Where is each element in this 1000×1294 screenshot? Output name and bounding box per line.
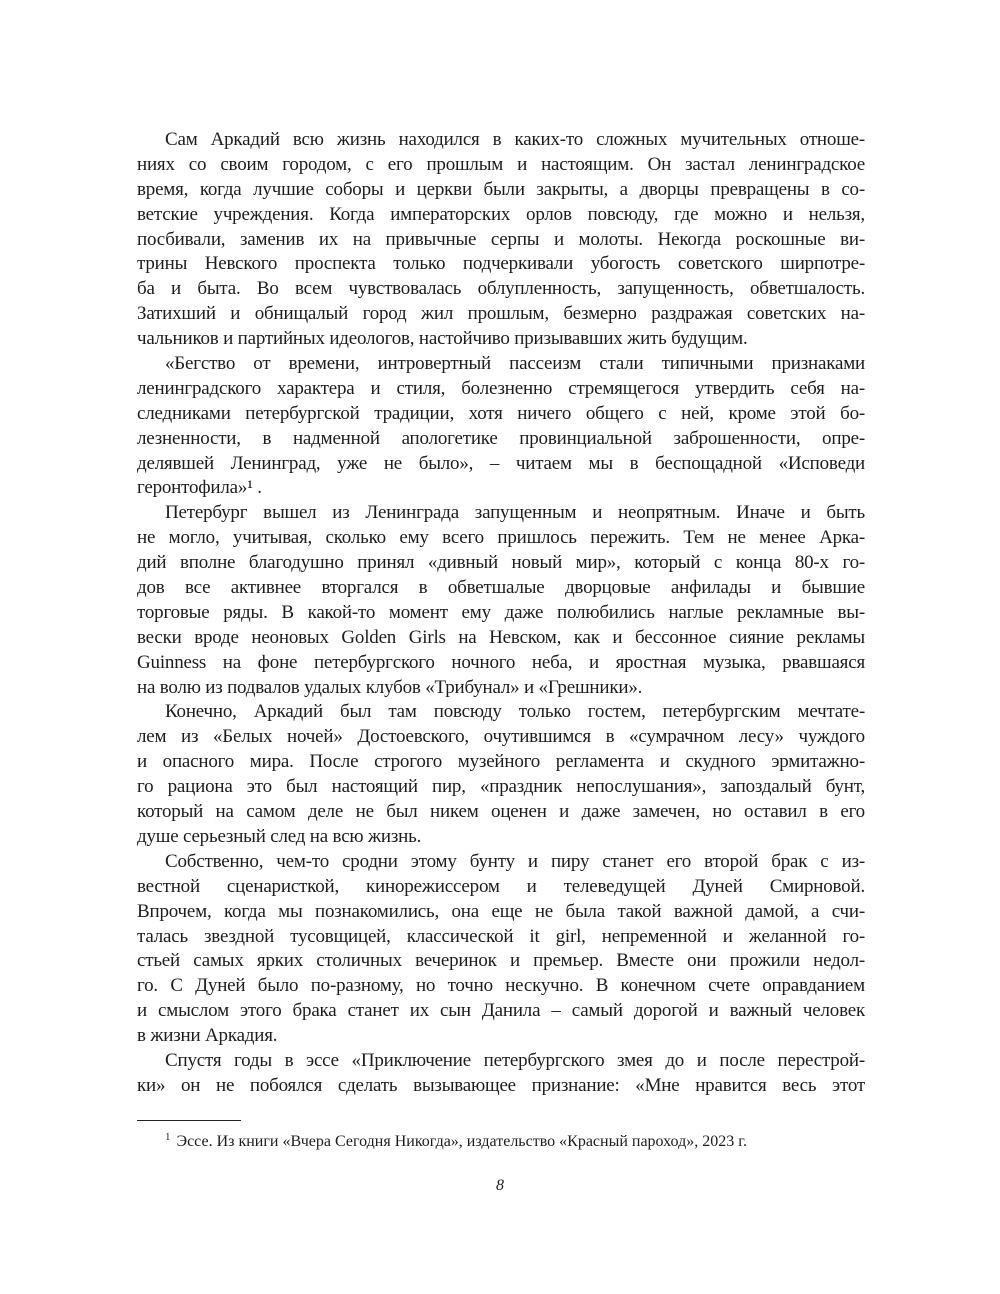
text-line: Впрочем, когда мы познакомились, она еще не была такой важной дамой, а счи- [137,900,865,922]
text-line: чальников и партийных идеологов, настойчиво призывавших жить будущим. [137,328,748,350]
text-line: который на самом деле не был никем оценен и даже замечен, но оставил в его [137,801,865,823]
body-text [137,128,865,1099]
footnote-divider [137,1120,241,1121]
text-line: го рациона это был настоящий пир, «праздник непослушания», запоздалый бунт, [137,776,865,798]
text-line: «Бегство от времени, интровертный пассеизм стали типичными признаками [165,353,865,375]
text-line: Конечно, Аркадий был там повсюду только гостем, петербургским мечтате- [165,701,865,723]
text-line: и опасного мира. После строгого музейного регламента и скудного эрмитажно- [137,751,865,773]
text-line: стьей самых ярких столичных вечеринок и премьер. Вместе они прожили недол- [137,950,865,972]
text-line: лем из «Белых ночей» Достоевского, очутившимся в «сумрачном лесу» чуждого [137,726,865,748]
paragraph [137,700,865,849]
text-line: и смыслом этого брака станет их сын Данила – самый дорогой и важный человек [137,1000,865,1022]
text-line: ленинградского характера и стиля, болезненно стремящегося утвердить себя на- [137,377,865,399]
paragraph [137,1049,865,1099]
text-line: вестной сценаристкой, кинорежиссером и телеведущей Дуней Смирновой. [137,875,865,897]
text-line: посбивали, заменив их на привычные серпы и молоты. Некогда роскошные ви- [137,228,865,250]
paragraph [137,850,865,1049]
text-line: ки» он не побоялся сделать вызывающее признание: «Мне нравится весь этот [137,1074,865,1096]
page-number: 8 [496,1177,504,1194]
text-line: геронтофила»¹ . [137,477,262,499]
footnote [165,1126,747,1153]
footnote-marker: 1 [165,1131,171,1143]
text-line: торговые ряды. В какой-то момент ему даже полюбились наглые рекламные вы- [137,601,865,623]
text-line: время, когда лучшие соборы и церкви были закрыты, а дворцы превращены в со- [137,178,865,200]
text-line: трины Невского проспекта только подчеркивали убогость советского ширпотре- [137,253,865,275]
paragraph [137,352,865,501]
text-line: дий вполне благодушно принял «дивный новый мир», который с конца 80-х го- [137,552,865,574]
text-line: душе серьезный след на всю жизнь. [137,825,422,847]
paragraph [137,128,865,352]
text-line: вески вроде неоновых Golden Girls на Невском, как и бессонное сияние рекламы [137,626,865,648]
text-line: в жизни Аркадия. [137,1025,278,1047]
text-line: дов все активнее вторгался в обветшалые дворцовые анфилады и бывшие [137,577,865,599]
text-line: Петербург вышел из Ленинграда запущенным и неопрятным. Иначе и быть [165,502,865,524]
text-line: Сам Аркадий всю жизнь находился в каких-то сложных мучительных отноше- [165,129,865,150]
text-line: ветские учреждения. Когда императорских орлов повсюду, где можно и нельзя, [137,203,865,225]
text-line: не могло, учитывая, сколько ему всего пришлось пережить. Тем не менее Арка- [137,527,865,549]
text-line: делявшей Ленинград, уже не было», – читаем мы в беспощадной «Исповеди [137,452,865,474]
text-line: лезненности, в надменной апологетике провинциальной заброшенности, опре- [137,427,865,449]
text-line: ниях со своим городом, с его прошлым и настоящим. Он застал ленинградское [137,153,865,175]
text-line: Guinness на фоне петербургского ночного неба, и яростная музыка, рвавшаяся [137,651,865,673]
paragraph [137,501,865,700]
footnote-text: Эссе. Из книги «Вчера Сегодня Никогда», издательство «Красный пароход», 2023 г. [176,1133,747,1150]
text-line: талась звездной тусовщицей, классической it girl, непременной и желанной го- [137,925,865,947]
text-line: ба и быта. Во всем чувствовалась облупленность, запущенность, обветшалость. [137,278,865,300]
text-line: Затихший и обнищалый город жил прошлым, безмерно раздражая советских на- [137,303,865,325]
text-line: на волю из подвалов удалых клубов «Трибунал» и «Грешники». [137,676,643,698]
text-line: Спустя годы в эссе «Приключение петербургского змея до и после перестрой- [165,1049,865,1071]
text-line: го. С Дуней было по-разному, но точно нескучно. В конечном счете оправданием [137,975,865,997]
text-line: Собственно, чем-то сродни этому бунту и пиру станет его второй брак с из- [165,850,865,872]
text-line: следниками петербургской традиции, хотя ничего общего с ней, кроме этой бо- [137,402,865,424]
